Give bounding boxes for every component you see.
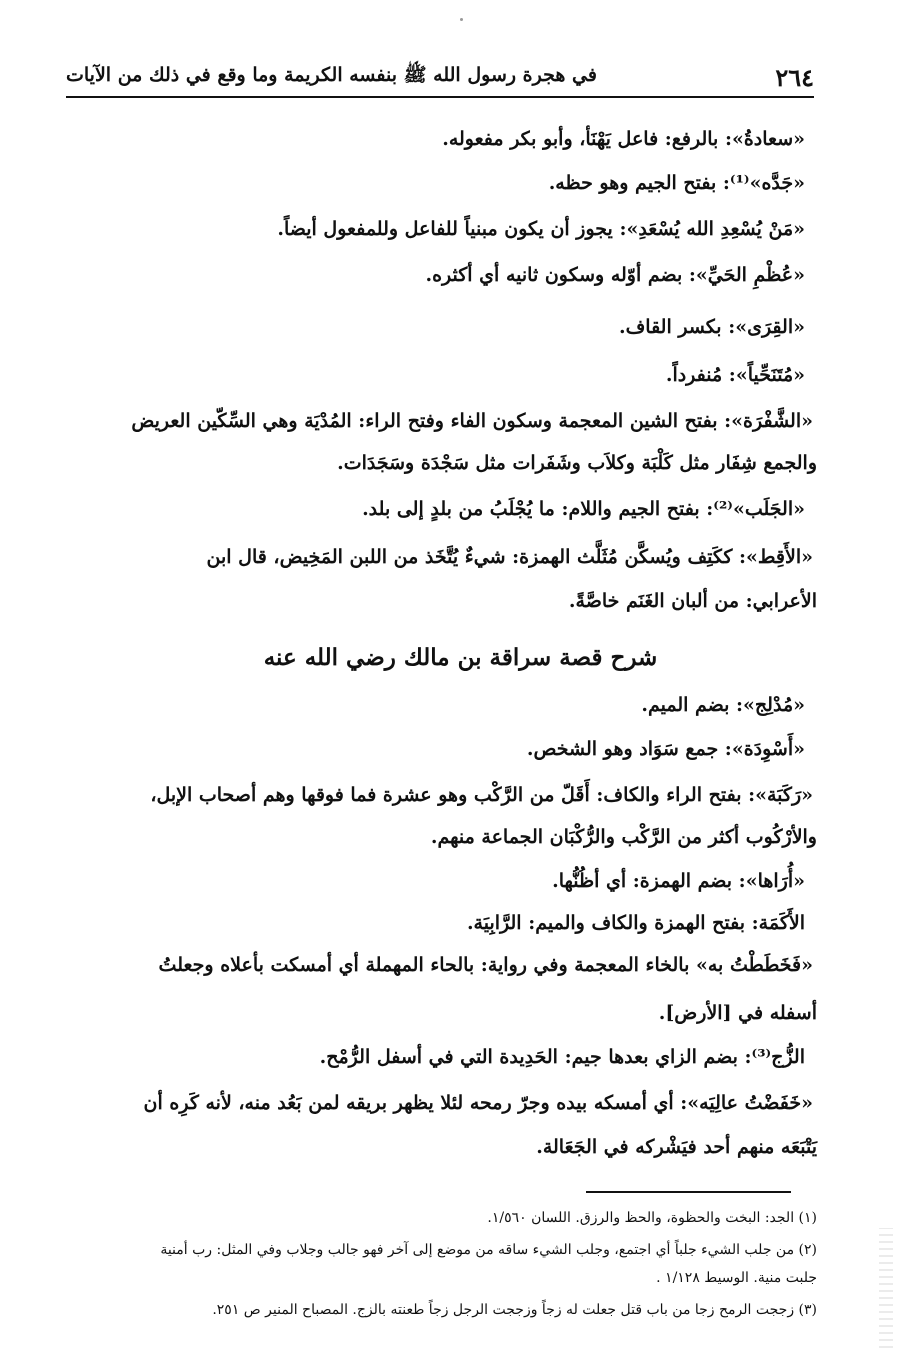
page-number: ٢٦٤ bbox=[775, 62, 814, 92]
entry-line: «مَنْ يُسْعِدِ الله يُسْعَدِ»: يجوز أن يكون مبنياً للفاعل وللمفعول أيضاً. bbox=[277, 218, 805, 240]
paper-speck bbox=[460, 18, 463, 21]
entry-line: «خَفَضْتُ عالِيَه»: أي أمسكه بيده وجرّ رمحه لئلا يظهر بريقه لمن بَعُد منه، لأنه كَرِه أن bbox=[143, 1092, 813, 1114]
entry-line: «فَخَطَطْتُ به» بالخاء المعجمة وفي رواية: بالحاء المهملة أي أمسكت بأعلاه وجعلتُ bbox=[158, 954, 813, 976]
page-header bbox=[66, 58, 814, 98]
entry-line: «القِرَى»: بكسر القاف. bbox=[618, 316, 805, 338]
entry-line: «مُتَنَحِّياً»: مُنفرداً. bbox=[665, 364, 805, 386]
footnote: (٢) من جلب الشيء جلباً أي اجتمع، وجلب الشيء ساقه من موضع إلى آخر فهو جالب وجلاب وفي المثل: رب أمنية bbox=[160, 1242, 817, 1258]
footnote: جلبت منية. الوسيط ١/١٢٨ . bbox=[656, 1270, 817, 1286]
entry-line: الأَكَمَة: بفتح الهمزة والكاف والميم: الرَّابِيَة. bbox=[466, 912, 805, 934]
entry-line: يَتْبَعَه منهم أحد فيَشْركه في الجَعَالة. bbox=[536, 1136, 817, 1158]
entry-line: «رَكَبَة»: بفتح الراء والكاف: أَقَلّ من الرَّكْب وهو عشرة فما فوقها وهم أصحاب الإبل، bbox=[150, 784, 813, 806]
entry-line: «جَدَّه»⁽¹⁾: بفتح الجيم وهو حظه. bbox=[548, 172, 805, 194]
running-title: في هجرة رسول الله ﷺ بنفسه الكريمة وما وقع في ذلك من الآيات bbox=[66, 64, 597, 86]
footnote: (٣) زججت الرمح زجا من باب قتل جعلت له زجاً وزججت الرجل زجاً طعنته بالزج. المصباح المنير ص ٢٥١. bbox=[212, 1302, 817, 1318]
entry-line: والأرْكُوب أكثر من الرَّكْب والرُّكْبَان الجماعة منهم. bbox=[430, 826, 817, 848]
entry-line: الزُّج⁽³⁾: بضم الزاي بعدها جيم: الحَدِيدة التي في أسفل الرُّمْح. bbox=[319, 1046, 805, 1068]
entry-line: أسفله في [الأرض]. bbox=[658, 1002, 817, 1024]
entry-line: والجمع شِفَار مثل كَلْبَة وكلاَب وشَفَرات مثل سَجْدَة وسَجَدَات. bbox=[337, 452, 817, 474]
entry-line: «أَسْوِدَة»: جمع سَوَاد وهو الشخص. bbox=[526, 738, 805, 760]
section-heading: شرح قصة سراقة بن مالك رضي الله عنه bbox=[263, 644, 658, 671]
footnote: (١) الجد: البخت والحظوة، والحظ والرزق. اللسان ١/٥٦٠. bbox=[487, 1210, 817, 1226]
scan-noise bbox=[879, 1228, 893, 1348]
entry-line: «مُدْلِج»: بضم الميم. bbox=[641, 694, 805, 716]
entry-line: «أُرَاها»: بضم الهمزة: أي أظُنُّها. bbox=[552, 870, 805, 892]
entry-line: «الشَّفْرَة»: بفتح الشين المعجمة وسكون الفاء وفتح الراء: المُدْيَة وهي السِّكّين العريض bbox=[131, 410, 813, 432]
footnote-separator bbox=[586, 1191, 791, 1193]
entry-line: الأعرابي: من ألبان الغَنَم خاصَّةً. bbox=[568, 590, 817, 612]
entry-line: «الأَقِط»: ككَتِف ويُسكَّن مُثَلَّث الهمزة: شيءٌ يُتَّخَذ من اللبن المَخِيض، قال ابن bbox=[206, 546, 813, 568]
entry-line: «عُظْمِ الحَيِّ»: بضم أوّله وسكون ثانيه أي أكثره. bbox=[425, 264, 805, 286]
entry-line: «الجَلَب»⁽²⁾: بفتح الجيم واللام: ما يُجْلَبُ من بلدٍ إلى بلد. bbox=[362, 498, 805, 520]
entry-line: «سعادةُ»: بالرفع: فاعل يَهْنَأ، وأبو بكر مفعوله. bbox=[442, 128, 805, 150]
